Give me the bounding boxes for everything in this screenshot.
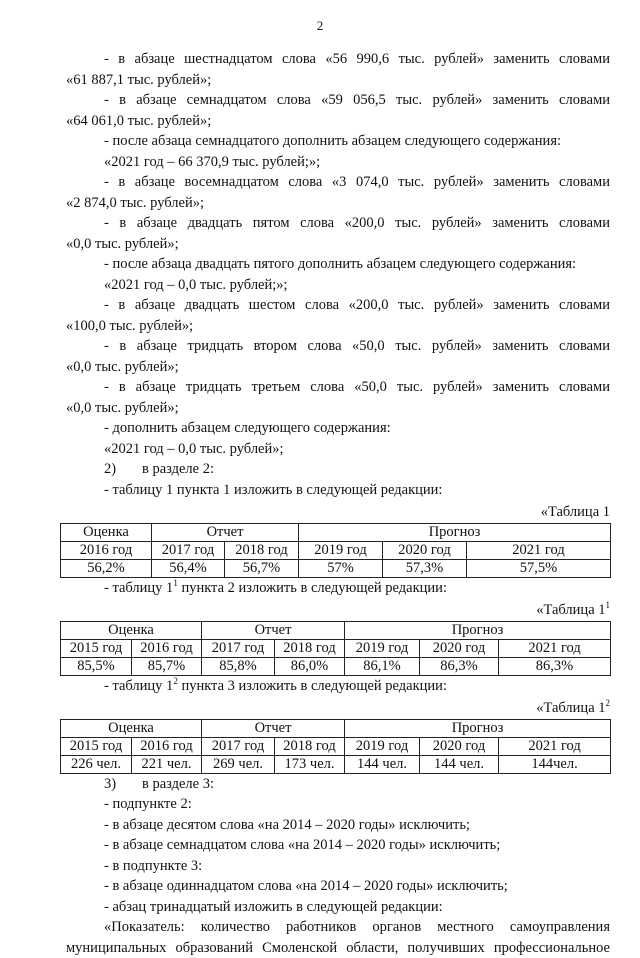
table-cell: 221 чел. — [132, 755, 202, 773]
table-cell: 2021 год — [499, 639, 611, 657]
table-header-row — [61, 523, 611, 541]
paragraph: «2 874,0 тыс. рублей»; — [66, 193, 610, 214]
paragraph: - в абзаце семнадцатом слова «59 056,5 тыс. рублей» заменить словами — [66, 90, 610, 111]
table-header-row — [61, 621, 611, 639]
table-cell: 57,5% — [467, 559, 611, 577]
table-cell: 2016 год — [132, 737, 202, 755]
table-cell: 2017 год — [202, 737, 275, 755]
table-cell: 226 чел. — [61, 755, 132, 773]
paragraph: - в абзаце тридцать третьем слова «50,0 тыс. рублей» заменить словами — [66, 377, 610, 398]
table-cell: 57,3% — [383, 559, 467, 577]
table-cell: 85,5% — [61, 657, 132, 675]
table-cell: 85,8% — [202, 657, 275, 675]
superscript: 1 — [173, 578, 178, 588]
table-cell: 56,4% — [152, 559, 225, 577]
paragraph: - после абзаца двадцать пятого дополнить абзацем следующего содержания: — [66, 254, 610, 275]
table-cell: 2015 год — [61, 639, 132, 657]
paragraph: - таблицу 1 пункта 1 изложить в следующей редакции: — [66, 480, 610, 501]
paragraph: - в абзаце двадцать пятом слова «200,0 тыс. рублей» заменить словами — [66, 213, 610, 234]
table-cell: 2017 год — [152, 541, 225, 559]
paragraph: «Показатель: количество работников органов местного самоуправления — [66, 917, 610, 938]
numbered-item — [66, 774, 610, 795]
superscript: 1 — [606, 600, 611, 610]
text-fragment: - таблицу 1 — [104, 580, 173, 596]
indicator-table-1 — [60, 523, 611, 578]
table-cell: 2021 год — [467, 541, 611, 559]
paragraph: «0,0 тыс. рублей»; — [66, 234, 610, 255]
table-header-cell: Оценка — [61, 621, 202, 639]
paragraph: - дополнить абзацем следующего содержания: — [66, 418, 610, 439]
paragraph: «100,0 тыс. рублей»; — [66, 316, 610, 337]
table-cell: 2018 год — [225, 541, 299, 559]
table-row — [61, 657, 611, 675]
table-cell: 86,0% — [275, 657, 345, 675]
table-cell: 2021 год — [499, 737, 611, 755]
table-row — [61, 755, 611, 773]
table-cell: 56,7% — [225, 559, 299, 577]
table-header-cell: Прогноз — [345, 621, 611, 639]
table-row — [61, 639, 611, 657]
table-header-cell: Отчет — [202, 621, 345, 639]
table-cell: 2016 год — [132, 639, 202, 657]
paragraph: - абзац тринадцатый изложить в следующей редакции: — [66, 897, 610, 918]
paragraph: - в абзаце десятом слова «на 2014 – 2020 годы» исключить; — [66, 815, 610, 836]
table-cell: 2020 год — [383, 541, 467, 559]
paragraph: - в абзаце тридцать втором слова «50,0 тыс. рублей» заменить словами — [66, 336, 610, 357]
table-caption: «Таблица 1 — [66, 502, 610, 523]
table-cell: 57% — [299, 559, 383, 577]
item-number: 3) — [104, 774, 142, 795]
table-cell: 2017 год — [202, 639, 275, 657]
table-row — [61, 737, 611, 755]
superscript: 2 — [173, 676, 178, 686]
table-cell: 56,2% — [61, 559, 152, 577]
table-header-cell: Прогноз — [299, 523, 611, 541]
paragraph: - подпункте 2: — [66, 794, 610, 815]
text-fragment: пункта 3 изложить в следующей редакции: — [178, 678, 447, 694]
page-number: 2 — [0, 18, 640, 34]
table-cell: 85,7% — [132, 657, 202, 675]
table-cell: 144 чел. — [345, 755, 420, 773]
paragraph: «2021 год – 66 370,9 тыс. рублей;»; — [66, 152, 610, 173]
paragraph: «0,0 тыс. рублей»; — [66, 398, 610, 419]
table-caption — [66, 600, 610, 621]
table-cell: 2020 год — [420, 737, 499, 755]
caption-text: «Таблица 1 — [536, 602, 605, 618]
paragraph: муниципальных образований Смоленской области, получивших профессиональное — [66, 938, 610, 958]
document-body — [66, 49, 610, 958]
paragraph: - в абзаце семнадцатом слова «на 2014 – 2020 годы» исключить; — [66, 835, 610, 856]
table-cell: 144чел. — [499, 755, 611, 773]
table-row — [61, 541, 611, 559]
numbered-item — [66, 459, 610, 480]
indicator-table-2 — [60, 621, 611, 676]
table-header-cell: Оценка — [61, 523, 152, 541]
text-fragment: пункта 2 изложить в следующей редакции: — [178, 580, 447, 596]
paragraph: «2021 год – 0,0 тыс. рублей;»; — [66, 275, 610, 296]
table-cell: 2020 год — [420, 639, 499, 657]
table-cell: 269 чел. — [202, 755, 275, 773]
table-cell: 86,1% — [345, 657, 420, 675]
indicator-table-3 — [60, 719, 611, 774]
text-fragment: - таблицу 1 — [104, 678, 173, 694]
table-cell: 144 чел. — [420, 755, 499, 773]
table-cell: 2019 год — [345, 639, 420, 657]
table-header-cell: Отчет — [202, 719, 345, 737]
table-cell: 2016 год — [61, 541, 152, 559]
table-caption — [66, 698, 610, 719]
paragraph: «61 887,1 тыс. рублей»; — [66, 70, 610, 91]
table-header-cell: Оценка — [61, 719, 202, 737]
paragraph: «64 061,0 тыс. рублей»; — [66, 111, 610, 132]
table-cell: 173 чел. — [275, 755, 345, 773]
table-header-cell: Отчет — [152, 523, 299, 541]
paragraph: - после абзаца семнадцатого дополнить абзацем следующего содержания: — [66, 131, 610, 152]
paragraph: - в абзаце одиннадцатом слова «на 2014 – 2020 годы» исключить; — [66, 876, 610, 897]
paragraph — [66, 578, 610, 599]
caption-text: «Таблица 1 — [536, 700, 605, 716]
paragraph: - в абзаце шестнадцатом слова «56 990,6 тыс. рублей» заменить словами — [66, 49, 610, 70]
table-cell: 2018 год — [275, 639, 345, 657]
paragraph: - в абзаце восемнадцатом слова «3 074,0 тыс. рублей» заменить словами — [66, 172, 610, 193]
table-cell: 2015 год — [61, 737, 132, 755]
table-header-row — [61, 719, 611, 737]
table-cell: 86,3% — [420, 657, 499, 675]
item-text: в разделе 3: — [142, 776, 214, 792]
superscript: 2 — [606, 698, 611, 708]
paragraph: - в абзаце двадцать шестом слова «200,0 тыс. рублей» заменить словами — [66, 295, 610, 316]
paragraph: - в подпункте 3: — [66, 856, 610, 877]
item-number: 2) — [104, 459, 142, 480]
table-cell: 2019 год — [345, 737, 420, 755]
table-cell: 2018 год — [275, 737, 345, 755]
table-header-cell: Прогноз — [345, 719, 611, 737]
paragraph: «0,0 тыс. рублей»; — [66, 357, 610, 378]
paragraph — [66, 676, 610, 697]
table-cell: 2019 год — [299, 541, 383, 559]
item-text: в разделе 2: — [142, 461, 214, 477]
table-cell: 86,3% — [499, 657, 611, 675]
table-row — [61, 559, 611, 577]
paragraph: «2021 год – 0,0 тыс. рублей»; — [66, 439, 610, 460]
